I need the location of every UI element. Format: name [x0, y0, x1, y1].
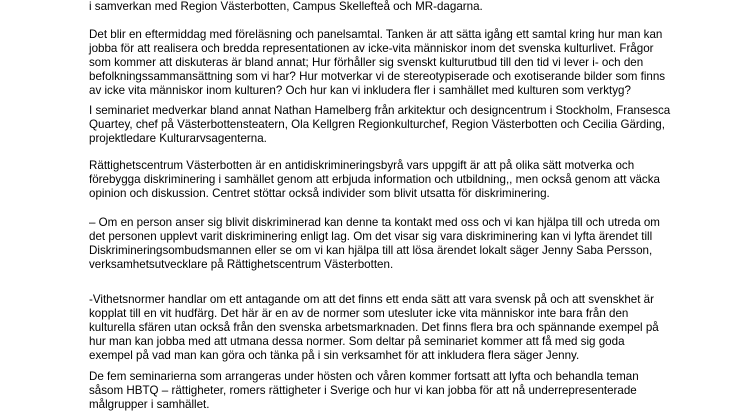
text-line: hur man kan jobba med att utmana dessa normer. Som deltar på seminariet kommer att få med sig goda [89, 334, 625, 348]
text-line: jobba för att realisera och bredda representationen av icke-vita människor inom det svenska kulturlivet. Frågor [89, 41, 654, 55]
paragraph-participants [89, 104, 689, 146]
text-line: -Vithetsnormer handlar om ett antagande om att det finns ett enda sätt att vara svensk på och att svenskhet är [89, 293, 654, 306]
text-line: befolkningssammansättning som vi har? Hur motverkar vi de stereotypiserade och exotiserande bilder som finns [89, 69, 666, 83]
text-line: opinion och diskussion. Centret stöttar också individer som blivit utsatta för diskriminering. [89, 186, 550, 200]
text-line: De fem seminarierna som arrangeras under hösten och våren kommer fortsatt att lyfta och behandla teman [89, 370, 639, 383]
text-line: exempel på vad man kan göra och tänka på i sin verksamhet för att inkludera flera säger Jenny. [89, 348, 580, 362]
paragraph-intro-continuation [89, 0, 689, 14]
text-line: kulturella sfären utan också från den svenska arbetsmarknaden. Det finns flera bra och spännande exempel på [89, 320, 659, 334]
text-line: Quartey, chef på Västerbottensteatern, Ola Kellgren Regionkulturchef, Region Västerbotten och Cecilia Gärding, [89, 117, 665, 131]
text-line: i samverkan med Region Västerbotten, Campus Skellefteå och MR-dagarna. [89, 0, 483, 13]
paragraph-rights-centre [89, 159, 689, 201]
text-line: Det blir en eftermiddag med föreläsning och panelsamtal. Tanken är att sätta igång ett samtal kring hur man kan [89, 28, 663, 41]
paragraph-event-description [89, 28, 689, 98]
paragraph-upcoming-seminars [89, 370, 689, 412]
text-line: – Om en person anser sig blivit diskriminerad kan denne ta kontakt med oss och vi kan hjälpa till och utreda om [89, 216, 660, 229]
text-line: kopplat till en vit hudfärg. Det här är en av de normer som utesluter icke vita människor inte bara från den [89, 306, 629, 320]
text-line: målgrupper i samhället. [89, 397, 210, 411]
paragraph-quote-whiteness-norms [89, 293, 689, 363]
paragraph-quote-discrimination [89, 216, 689, 272]
text-line: förebygga diskriminering i samhället genom att erbjuda information och utbildning,, men också genom att väcka [89, 172, 660, 186]
text-line: av icke vita människor inom kulturen? Och hur kan vi inkludera fler i samhället med kulturen som verktyg? [89, 83, 631, 97]
text-line: I seminariet medverkar bland annat Nathan Hamelberg från arkitektur och designcentrum i Stockholm, Fransesca [89, 104, 671, 117]
text-line: såsom HBTQ – rättigheter, romers rättigheter i Sverige och hur vi kan jobba för att nå underrepresenterade [89, 383, 637, 397]
text-line: Diskrimineringsombudsmannen eller se om vi kan hjälpa till att lösa ärendet lokalt säger Jenny Saba Persson, [89, 243, 653, 257]
text-line: Rättighetscentrum Västerbotten är en antidiskrimineringsbyrå vars uppgift är att på olika sätt motverka och [89, 159, 635, 172]
text-line: det personen upplevt varit diskriminering enligt lag. Om det visar sig vara diskriminering kan vi lyfta ärendet till [89, 229, 653, 243]
text-line: projektledare Kulturarvsagenterna. [89, 131, 267, 145]
text-line: verksamhetsutvecklare på Rättighetscentrum Västerbotten. [89, 257, 394, 271]
text-line: som kommer att diskuteras är bland annat; Hur förhåller sig svenskt kulturutbud till den tid vi lever i- och den [89, 55, 644, 69]
